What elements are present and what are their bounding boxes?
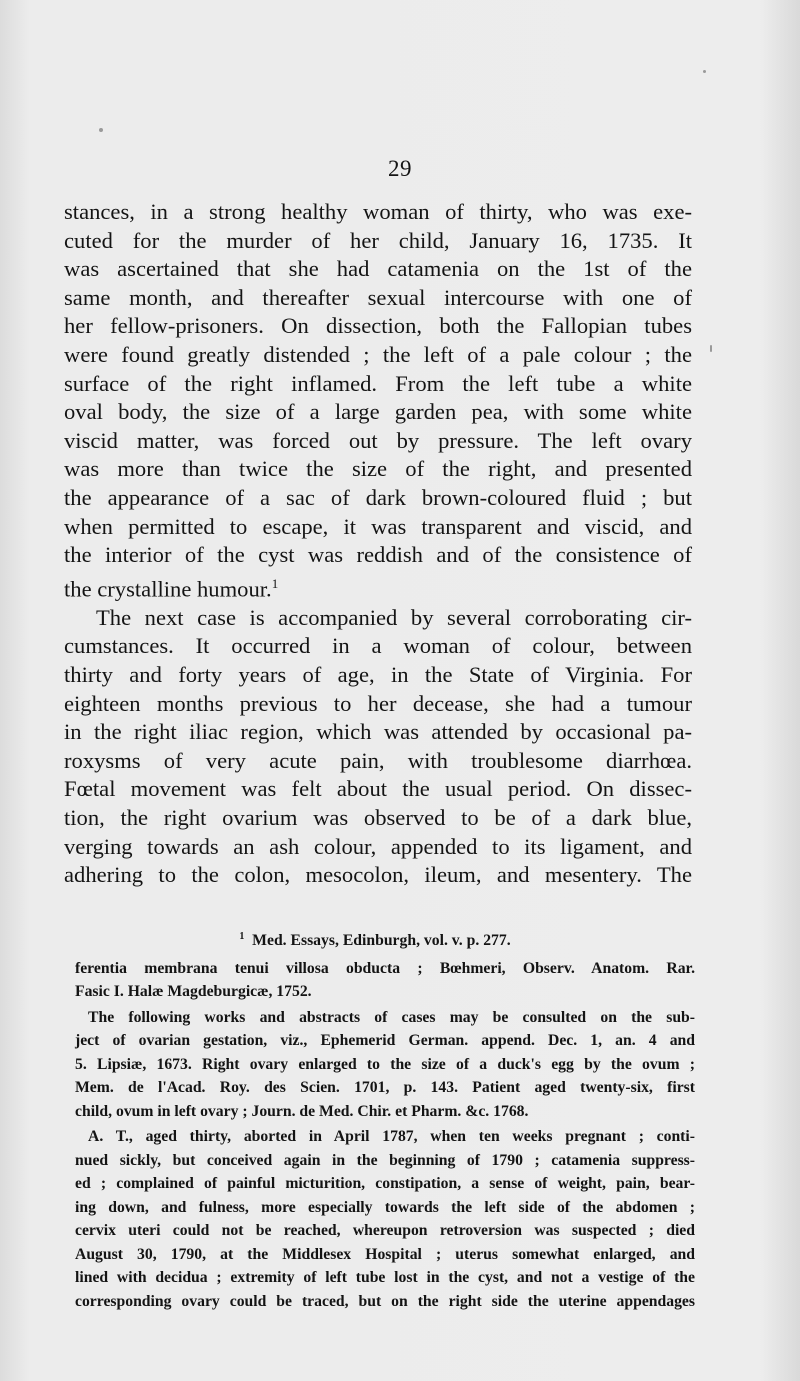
footnote-line: Mem. de l'Acad. Roy. des Scien. 1701, p. 143. Patient aged twenty-six, first bbox=[75, 1079, 695, 1097]
footnote-1 bbox=[75, 925, 695, 953]
body-line: her fellow-prisoners. On dissection, both the Fallopian tubes bbox=[64, 313, 692, 339]
footnote-line: ing down, and fulness, more especially towards the left side of the abdomen ; bbox=[75, 1198, 695, 1216]
body-line: was more than twice the size of the right, and presented bbox=[64, 456, 692, 482]
footnote-line: Fasic I. Halæ Magdeburgicæ, 1752. bbox=[75, 983, 312, 1001]
footnote-line: nued sickly, but conceived again in the beginning of 1790 ; catamenia suppress- bbox=[75, 1151, 695, 1169]
body-line: surface of the right inflamed. From the left tube a white bbox=[64, 370, 692, 396]
body-line: Fœtal movement was felt about the usual period. On dissec- bbox=[64, 776, 692, 802]
body-line: verging towards an ash colour, appended to its ligament, and bbox=[64, 833, 692, 859]
footnotes bbox=[75, 925, 695, 1313]
body-line: the appearance of a sac of dark brown-coloured fluid ; but bbox=[64, 484, 692, 510]
footnote-reference: 1 bbox=[271, 575, 279, 591]
body-line: stances, in a strong healthy woman of thirty, who was exe- bbox=[64, 199, 692, 224]
footnote-line: child, ovum in left ovary ; Journ. de Med. Chir. et Pharm. &c. 1768. bbox=[75, 1102, 529, 1120]
footnote-line: August 30, 1790, at the Middlesex Hospital ; uterus somewhat enlarged, and bbox=[75, 1245, 695, 1263]
body-line: cuted for the murder of her child, January 16, 1735. It bbox=[64, 227, 692, 253]
body-line: same month, and thereafter sexual intercourse with one of bbox=[64, 284, 692, 310]
footnote-1-text: Med. Essays, Edinburgh, vol. v. p. 277. bbox=[252, 932, 511, 950]
body-line: in the right iliac region, which was attended by occasional pa- bbox=[64, 719, 692, 745]
ink-speck bbox=[703, 70, 706, 73]
footnote-line: cervix uteri could not be reached, whereupon retroversion was suspected ; died bbox=[75, 1222, 695, 1240]
body-line: roxysms of very acute pain, with troublesome diarrhœa. bbox=[64, 747, 692, 773]
ink-speck bbox=[99, 128, 103, 132]
body-line: when permitted to escape, it was transparent and viscid, and bbox=[64, 513, 692, 539]
body-text bbox=[64, 198, 692, 890]
footnote-line: ject of ovarian gestation, viz., Ephemerid German. append. Dec. 1, an. 4 and bbox=[75, 1032, 695, 1050]
body-line: were found greatly distended ; the left of a pale colour ; the bbox=[64, 341, 692, 367]
footnote-line: 5. Lipsiæ, 1673. Right ovary enlarged to the size of a duck's egg by the ovum ; bbox=[75, 1055, 695, 1073]
footnote-line: ed ; complained of painful micturition, constipation, a sense of weight, pain, bear- bbox=[75, 1175, 695, 1193]
footnote-line: The following works and abstracts of cases may be consulted on the sub- bbox=[88, 1008, 695, 1026]
body-line: the interior of the cyst was reddish and of the consistence of bbox=[64, 542, 692, 568]
body-line: was ascertained that she had catamenia on the 1st of the bbox=[64, 256, 692, 282]
body-line: cumstances. It occurred in a woman of colour, between bbox=[64, 633, 692, 659]
body-line: tion, the right ovarium was observed to be of a dark blue, bbox=[64, 805, 692, 830]
body-line: The next case is accompanied by several corroborating cir- bbox=[96, 604, 692, 630]
body-line: oval body, the size of a large garden pea, with some white bbox=[64, 399, 692, 425]
body-line: adhering to the colon, mesocolon, ileum, and mesentery. The bbox=[64, 862, 692, 888]
body-line: eighteen months previous to her decease, she had a tumour bbox=[64, 690, 692, 716]
ink-speck bbox=[710, 345, 712, 352]
body-line: thirty and forty years of age, in the State of Virginia. For bbox=[64, 662, 692, 688]
body-line-text: the crystalline humour. bbox=[64, 576, 272, 602]
body-line bbox=[64, 570, 692, 604]
footnote-line: corresponding ovary could be traced, but on the right side the uterine appendages bbox=[75, 1292, 695, 1310]
footnote-line: A. T., aged thirty, aborted in April 1787, when ten weeks pregnant ; conti- bbox=[88, 1128, 695, 1146]
page-number: 29 bbox=[388, 156, 412, 181]
body-line: viscid matter, was forced out by pressure. The left ovary bbox=[64, 427, 692, 453]
footnote-line: ferentia membrana tenui villosa obducta ; Bœhmeri, Observ. Anatom. Rar. bbox=[75, 959, 695, 977]
footnote-marker: 1 bbox=[239, 931, 245, 942]
footnote-line: lined with decidua ; extremity of left tube lost in the cyst, and not a vestige of the bbox=[75, 1269, 695, 1287]
